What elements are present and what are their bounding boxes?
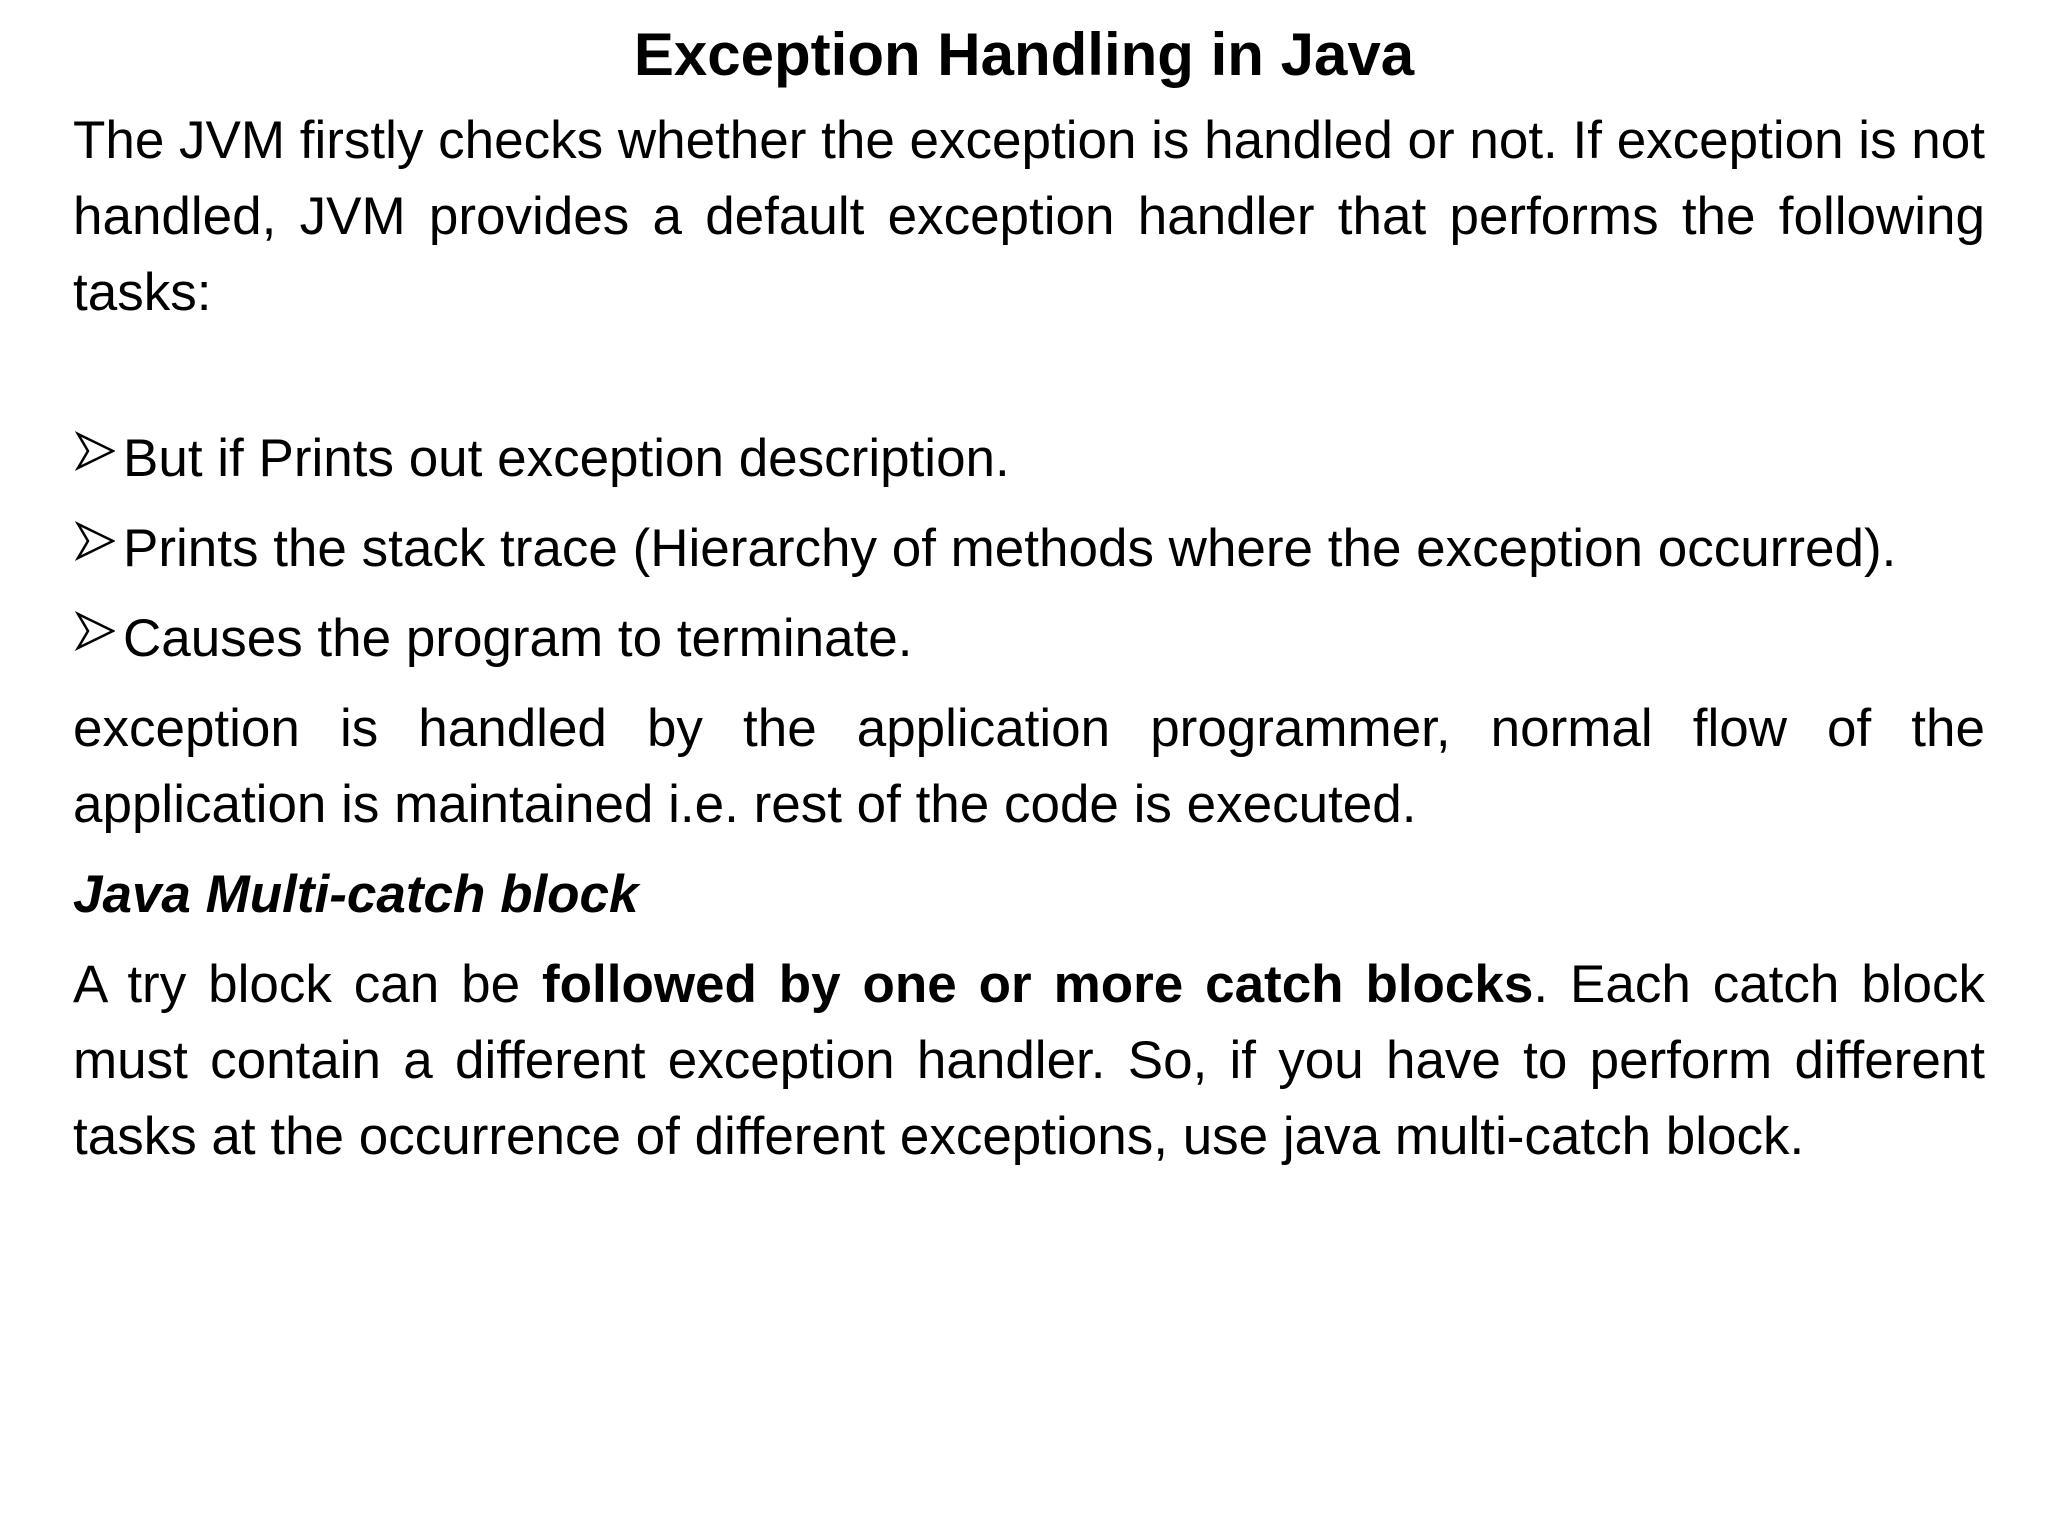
bullet-item bbox=[73, 511, 1985, 587]
bullet-item bbox=[73, 421, 1985, 497]
page-title: Exception Handling in Java bbox=[633, 21, 1415, 88]
bullet-item bbox=[73, 601, 1985, 677]
arrow-bullet-icon bbox=[73, 421, 119, 497]
bullet-text: But if Prints out exception description. bbox=[123, 429, 1010, 488]
section-heading: Java Multi-catch block bbox=[73, 865, 639, 924]
multi-catch-paragraph bbox=[73, 947, 1985, 1175]
intro-paragraph: The JVM firstly checks whether the exception is handled or not. If exception is not handled, JVM provides a default exception handler that performs the following tasks: bbox=[73, 111, 1985, 322]
arrow-bullet-icon bbox=[73, 601, 119, 677]
bullet-text: Prints the stack trace (Hierarchy of methods where the exception occurred). bbox=[123, 519, 1897, 578]
blank-line bbox=[73, 331, 1985, 407]
multi-catch-emphasis: followed by one or more catch blocks bbox=[541, 955, 1534, 1014]
multi-catch-text-end: . Each catch block must contain a different exception handler. So, if you have to perform different tasks at the occurrence of different exceptions, use java multi-catch block. bbox=[73, 955, 1986, 1166]
slide-body bbox=[73, 103, 1985, 1175]
multi-catch-text-start: A try block can be bbox=[73, 955, 542, 1014]
arrow-bullet-icon bbox=[73, 511, 119, 587]
after-bullets-paragraph: exception is handled by the application programmer, normal flow of the application is maintained i.e. rest of the code is executed. bbox=[73, 699, 1985, 834]
bullet-text: Causes the program to terminate. bbox=[123, 609, 913, 668]
